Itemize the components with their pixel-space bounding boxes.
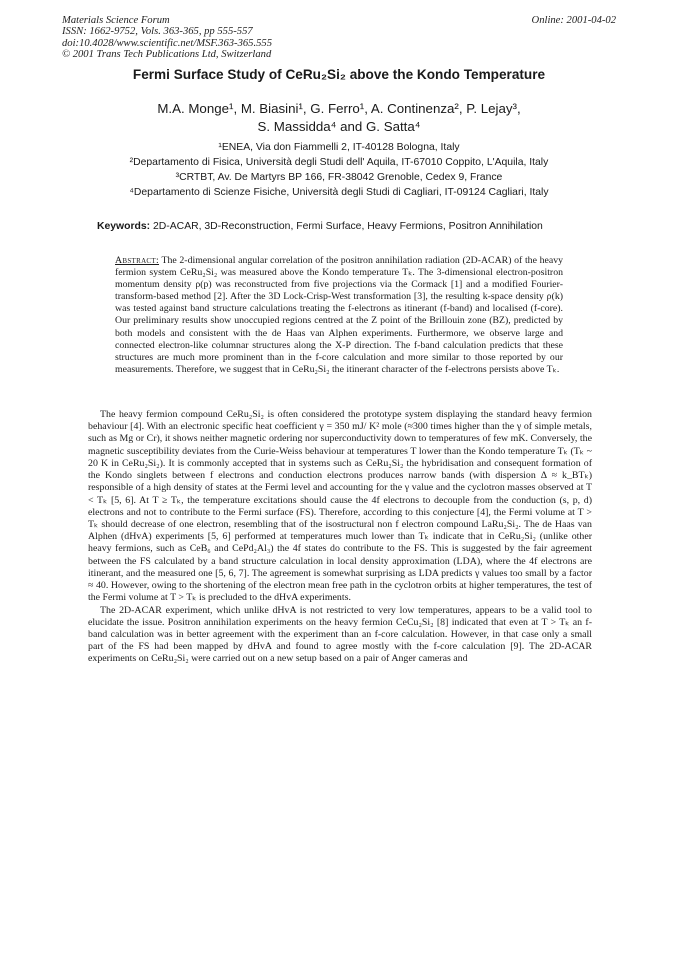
paragraph-2: The 2D-ACAR experiment, which unlike dHvA is not restricted to very low temperatures, appears to be a valid tool to elucidate the issue. Positron annihilation experiments on the heavy fermion CeCu₂Si₂ [8] indicated that even at T > Tₖ an f-band calculation was in better agreement with the experiment than an f-core calculation. However, in that case only a small part of the FS had been mapped by dHvA and found to agree mostly with the f-core calculation [9]. The 2D-ACAR experiments on CeRu₂Si₂ were carried out on a new setup based on a pair of Anger cameras and [88,604,592,665]
abstract-label: Abstract: [115,255,160,266]
issn-line: ISSN: 1662-9752, Vols. 363-365, pp 555-557 [62,26,253,38]
authors-line-2: S. Massidda⁴ and G. Satta⁴ [257,118,421,134]
body-text [88,409,592,666]
affiliation-1: ¹ENEA, Via don Fiammelli 2, IT-40128 Bologna, Italy [218,142,460,153]
affiliation-2: ²Departamento di Fisica, Università degli Studi dell' Aquila, IT-67010 Coppito, L'Aquila, Italy [129,157,549,168]
author-list [0,100,678,135]
online-date: Online: 2001-04-02 [531,15,616,26]
paragraph-1: The heavy fermion compound CeRu₂Si₂ is often considered the prototype system displaying the standard heavy fermion behaviour [4]. With an electronic specific heat coefficient γ = 350 mJ/ K² mole (≈300 times higher than the γ of simple metals, such as Mg or Cr), it shows neither magnetic ordering nor superconductivity down to temperatures of few mK. Conversely, the magnetic susceptibility deviates from the Curie-Weiss behaviour at temperatures T lower than the Kondo temperature Tₖ (Tₖ ~ 20 K in CeRu₂Si₂). It is commonly accepted that in systems such as CeRu₂Si₂ the hybridisation and consequent formation of the Kondo singlets between f electrons and conduction electrons produces narrow bands (with dispersion Δ ≈ k_BTₖ) responsible of a high density of states at the Fermi level and accounting for the γ value and the cyclotron masses observed at T < Tₖ [5, 6]. At T ≥ Tₖ, the temperature excitations should cause the 4f electrons to decouple from the conduction (s, p, d) electrons and not to contribute to the Fermi surface (FS). Therefore, according to this conjecture [4], the Fermi volume at T > Tₖ should decrease of one electron, resembling that of the isostructural non f electron compound LaRu₂Si₂. The de Haas van Alphen (dHvA) experiments [5, 6] performed at temperatures much lower than Tₖ indicate that in CeRu₂Si₂ (unlike other heavy fermions, such as CeB₆ and CePd₂Al₃) the 4f states do contribute to the FS. This is suggested by the fair agreement between the FS calculated by a band structure calculation in local density approximation (LDA), where the 4f electrons are itinerant, and the measured one [5, 6, 7]. The agreement is somewhat surprising as LDA predicts γ values too small by a factor ≈ 40. However, owing to the shortening of the electron mean free path in the cyclotron orbits at higher temperatures, the test of the Fermi volume at T > Tₖ is precluded to the dHvA experiments. [88,409,592,604]
keywords-label: Keywords: [97,221,151,232]
affiliation-4: ⁴Departamento di Scienze Fisiche, Università degli Studi di Cagliari, IT-09124 Cagliari, Italy [129,187,549,198]
doi-line: doi:10.4028/www.scientific.net/MSF.363-365.555 [62,37,272,49]
affiliations [0,140,678,200]
copyright-line: © 2001 Trans Tech Publications Ltd, Switzerland [62,48,272,60]
journal-header [62,15,616,60]
paper-title: Fermi Surface Study of CeRu₂Si₂ above the Kondo Temperature [132,67,546,82]
affiliation-3: ³CRTBT, Av. De Martyrs BP 166, FR-38042 Grenoble, Cedex 9, France [175,172,503,183]
keywords [97,221,543,232]
keywords-text: 2D-ACAR, 3D-Reconstruction, Fermi Surface, Heavy Fermions, Positron Annihilation [150,221,543,232]
authors-line-1: M.A. Monge¹, M. Biasini¹, G. Ferro¹, A. Continenza², P. Lejay³, [157,101,521,116]
journal-name: Materials Science Forum [62,15,170,26]
abstract-text: The 2-dimensional angular correlation of the positron annihilation radiation (2D-ACAR) of the heavy fermion system CeRu₂Si₂ was measured above the Kondo temperature Tₖ. The 3-dimensional electron-positron momentum density ρ(p) was reconstructed from five projections via the Cormack [1] and a modified Fourier-transform-based method [2]. After the 3D Lock-Crisp-West transformation [3], the resulting k-space density ρ(k) was tested against band structure calculations treating the f-electrons as itinerant (f-band) and localised (f-core). Our preliminary results show unoccupied regions centred at the Z point of the Brillouin zone (BZ), predicted by both models and consistent with the de Haas van Alphen experiments. Furthermore, we observe large and connected electron-like columnar structures along the X-P direction. The f-band calculation predicts that these structures are much more prominent than in the f-core calculation and more similar to those reported by our measurements. Therefore, we suggest that in CeRu₂Si₂ the itinerant character of the f-electrons persists above Tₖ. [115,255,563,375]
abstract [115,255,563,376]
